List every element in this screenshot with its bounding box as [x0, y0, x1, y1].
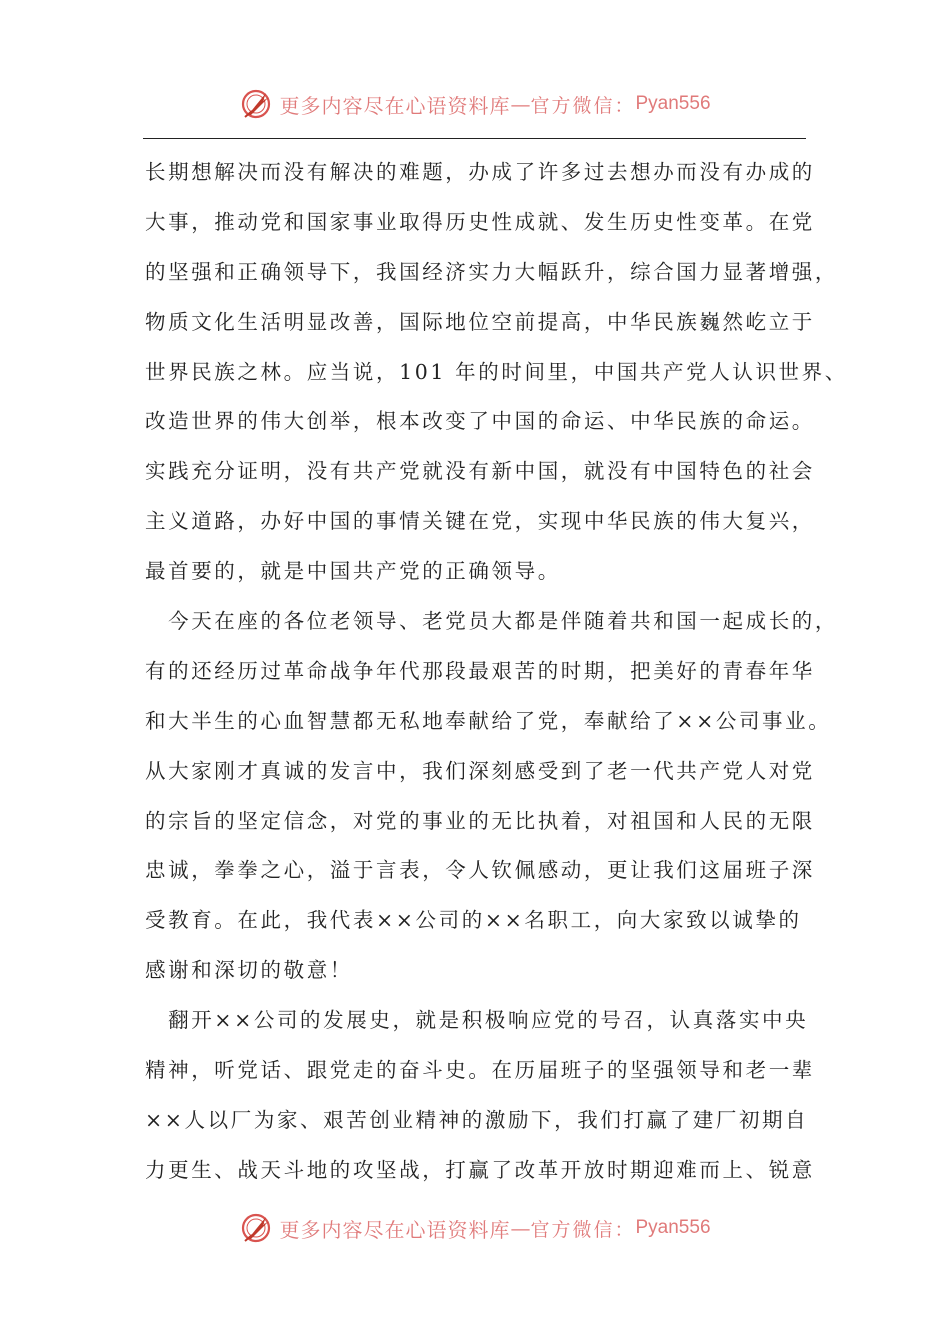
body-line: 精神，听党话、跟党走的奋斗史。在历届班子的坚强领导和老一辈 — [145, 1058, 815, 1083]
body-line: 今天在座的各位老领导、老党员大都是伴随着共和国一起成长的， — [145, 609, 838, 634]
quill-logo-icon — [239, 1211, 273, 1245]
footer-wechat-id: Pyan556 — [635, 1217, 711, 1238]
body-line: 改造世界的伟大创举，根本改变了中国的命运、中华民族的命运。 — [145, 409, 815, 434]
body-line: 有的还经历过革命战争年代那段最艰苦的时期，把美好的青春年华 — [145, 658, 815, 683]
document-body — [145, 148, 848, 1196]
body-line: ××人以厂为家、艰苦创业精神的激励下，我们打赢了建厂初期自 — [145, 1107, 809, 1132]
header-slogan: 更多内容尽在心语资料库 — [279, 93, 511, 118]
body-line: 实践充分证明，没有共产党就没有新中国，就没有中国特色的社会 — [145, 459, 815, 484]
body-line: 长期想解决而没有解决的难题，办成了许多过去想办而没有办成的 — [145, 160, 815, 184]
footer-wechat-label: 官方微信： — [530, 1218, 636, 1241]
body-line: 物质文化生活明显改善，国际地位空前提高，中华民族巍然屹立于 — [145, 309, 815, 334]
footer-banner — [0, 1208, 950, 1248]
header-divider — [143, 138, 806, 139]
body-line: 从大家刚才真诚的发言中，我们深刻感受到了老一代共产党人对党 — [145, 758, 815, 783]
body-line: 感谢和深切的敬意！ — [145, 958, 353, 983]
body-line: 的坚强和正确领导下，我国经济实力大幅跃升，综合国力显著增强， — [145, 259, 838, 284]
body-line: 力更生、战天斗地的攻坚战，打赢了改革开放时期迎难而上、锐意 — [145, 1157, 815, 1182]
footer-slogan: 更多内容尽在心语资料库 — [279, 1217, 511, 1242]
body-line: 主义道路，办好中国的事情关键在党，实现中华民族的伟大复兴， — [145, 509, 815, 534]
body-line: 忠诚，拳拳之心，溢于言表，令人钦佩感动，更让我们这届班子深 — [145, 858, 815, 883]
body-line: 和大半生的心血智慧都无私地奉献给了党，奉献给了××公司事业。 — [145, 708, 832, 733]
body-line: 受教育。在此，我代表××公司的××名职工，向大家致以诚挚的 — [145, 908, 802, 933]
header-banner — [0, 84, 950, 124]
body-line: 的宗旨的坚定信念，对党的事业的无比执着，对祖国和人民的无限 — [145, 808, 815, 833]
header-wechat-label: 官方微信： — [530, 94, 636, 117]
quill-logo-icon — [239, 87, 273, 121]
header-dash: — — [510, 92, 531, 116]
header-wechat-id: Pyan556 — [635, 93, 711, 114]
body-line: 大事，推动党和国家事业取得历史性成就、发生历史性变革。在党 — [145, 209, 815, 234]
body-line: 最首要的，就是中国共产党的正确领导。 — [145, 559, 561, 584]
body-line: 翻开××公司的发展史，就是积极响应党的号召，认真落实中央 — [145, 1008, 809, 1033]
body-line: 世界民族之林。应当说，101 年的时间里，中国共产党人认识世界、 — [145, 359, 848, 384]
footer-dash: — — [510, 1216, 531, 1240]
